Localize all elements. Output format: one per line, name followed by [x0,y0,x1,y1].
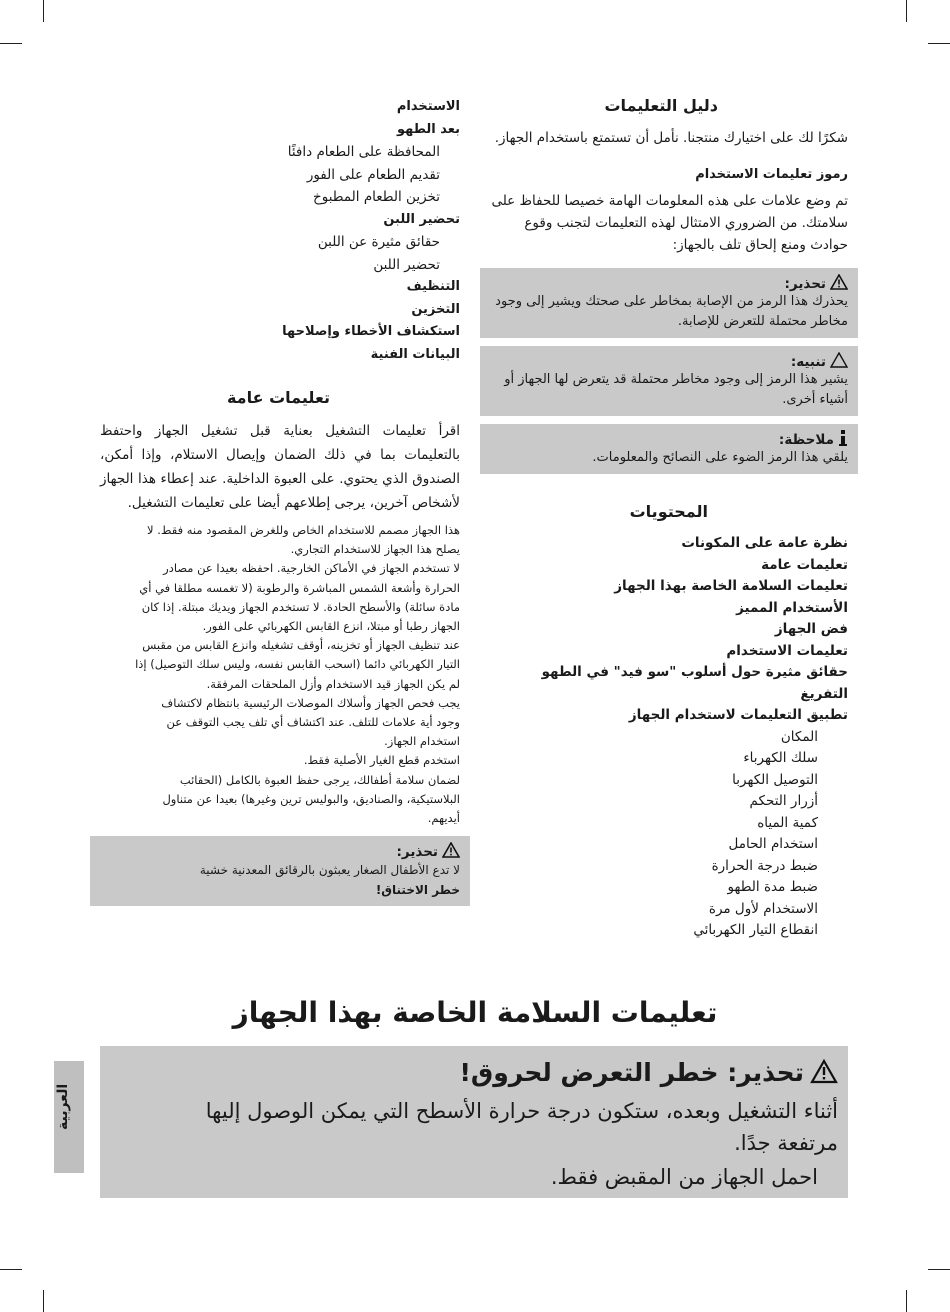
small-line: استخدم قطع الغيار الأصلية فقط. [303,753,460,768]
small-line: البلاستيكية، والصناديق، والبوليس ترين وغيرها) بعيدا عن متناول [162,791,460,806]
left-warning-emphasis: خطر الاختناق! [375,883,460,898]
crop-mark [43,1290,44,1312]
burn-warning-line1: أثناء التشغيل وبعده، ستكون درجة حرارة الأسطح التي يمكن الوصول إليها [205,1099,838,1123]
symbols-text: تم وضع علامات على هذه المعلومات الهامة خصيصا للحفاظ على سلامتك. من الضروري الامتثال لهذه التعليمات لتجنب وقوع حوادث ومنع إلحاق تلف بالجهاز: [491,193,848,253]
small-line: الحرارة وأشعة الشمس المباشرة والرطوبة (لا تغمسه مطلقا في أي [139,580,460,595]
general-title: تعليمات عامة [226,388,330,407]
crop-mark [928,43,950,44]
small-line: يجب فحص الجهاز وأسلاك الموصلات الرئيسية بانتظام لاكتشاف [161,695,460,710]
toc-after-cooking: بعد الطهو [397,121,460,137]
small-line: أيديهم. [427,811,460,826]
toc-item: نظرة عامة على المكونات [681,535,848,551]
toc-item: الأستخدام المميز [736,599,848,616]
right-column [490,96,848,942]
symbols-heading: رموز تعليمات الاستخدام [695,167,848,182]
left-warning-title: تحذير: [396,844,438,861]
small-line: لضمان سلامة أطفالك، يرجى حفظ العبوة بالكامل (الحقائب [179,772,460,787]
toc-subitem: سلك الكهرباء [743,750,818,766]
toc-item: تعليمات عامة [761,556,848,573]
caution-text: يشير هذا الرمز إلى وجود مخاطر محتملة قد يتعرض لها الجهاز أو أشياء أخرى. [504,372,848,407]
small-line: وجود أية علامات للتلف. عند اكتشاف أي تلف يجب التوقف عن [166,715,460,730]
warning-title: تحذير: [784,276,826,292]
small-line: هذا الجهاز مصمم للاستخدام الخاص وللغرض المقصود منه فقط. لا [147,523,460,537]
crop-mark [928,1269,950,1270]
crop-mark [0,1269,22,1270]
toc-subitem: ضبط مدة الطهو [727,879,818,895]
warning-triangle-icon [830,274,848,290]
caution-title: تنبيه: [790,354,826,370]
crop-mark [906,0,907,22]
crop-mark [0,43,22,44]
toc-storage: التخزين [411,301,460,317]
caution-triangle-icon [830,352,848,368]
toc-subitem: تحضير اللبن [373,256,440,273]
toc-subitem: تقديم الطعام على الفور [306,166,440,183]
toc-subitem: استخدام الحامل [728,836,818,852]
toc-item: تعليمات السلامة الخاصة بهذا الجهاز [614,578,848,594]
burn-warning-line3: احمل الجهاز من المقبض فقط. [550,1165,818,1189]
general-text: اقرأ تعليمات التشغيل بعناية قبل تشغيل الجهاز واحتفظ بالتعليمات بما في ذلك الضمان وإيصال الاستلام، وإذا أمكن، الصندوق الذي يحتوي. على العبوة الداخلية. عند إعطاء هذا الجهاز لأشخاص آخرين، يرجى إطلاعهم أيضا على تعليمات التشغيل. [100,423,460,511]
language-tab-label: العربية [55,1083,71,1130]
left-warning-box [90,836,470,906]
warning-triangle-icon [442,842,460,858]
toc-subitem: كمية المياه [757,814,818,831]
info-icon [838,430,848,446]
small-line: عند تنظيف الجهاز أو تخزينه، أوقف تشغيله وانزع القابس من مقبس [142,638,460,653]
small-line: الجهاز رطبا أو مبتلا، انزع القابس الكهربائي على الفور. [202,619,460,634]
left-warning-text: لا تدع الأطفال الصغار يعبثون بالرقائق المعدنية خشية [199,863,460,878]
safety-title: تعليمات السلامة الخاصة بهذا الجهاز [232,996,718,1029]
burn-warning-line2: مرتفعة جدًا. [734,1131,838,1155]
toc-item: تعليمات الاستخدام [726,642,848,659]
toc-subitem: أزرار التحكم [749,793,818,809]
note-title: ملاحظة: [778,432,834,448]
small-line: التيار الكهربائي دائما (اسحب القابس نفسه، وليس سلك التوصيل) إذا [135,657,460,672]
toc-usage: الاستخدام [396,99,460,114]
small-line: لم يكن الجهاز قيد الاستخدام وأزل الملحقات المرفقة. [206,676,460,691]
toc-milk-prep: تحضير اللبن [383,211,460,227]
caution-box [480,346,858,416]
toc-item: التفريغ [800,685,848,702]
burn-warning-box [100,1046,848,1198]
left-column [100,96,460,906]
toc-subitem: ضبط درجة الحرارة [711,857,818,874]
toc-subitem: انقطاع التيار الكهربائي [693,922,818,938]
small-line: استخدام الجهاز. [384,734,460,749]
toc-cleaning: التنظيف [406,279,460,294]
toc-subitem: حقائق مثيرة عن اللبن [317,234,440,250]
toc-subitem: الاستخدام لأول مرة [708,900,818,917]
general-small-text [100,521,460,828]
contents-title: المحتويات [629,502,708,521]
toc-technical-data: البيانات الفنية [370,346,460,362]
small-line: لا تستخدم الجهاز في الأماكن الخارجية. احفظه بعيدا عن مصادر [163,561,460,576]
crop-mark [43,0,44,22]
toc-item: فض الجهاز [774,621,848,637]
warning-box [480,268,858,338]
burn-warning-title: تحذير: خطر التعرض لحروق! [459,1058,804,1087]
small-line: مادة سائلة) والأسطح الحادة. لا تستخدم الجهاز ويديك مبتلة. إذا كان [141,599,460,614]
toc-subitem: المكان [780,728,818,745]
note-text: يلقي هذا الرمز الضوء على النصائح والمعلومات. [592,450,848,465]
toc-subitem: التوصيل الكهربا [732,771,818,788]
toc-troubleshooting: استكشاف الأخطاء وإصلاحها [282,324,460,339]
language-tab [54,1061,84,1173]
note-box [480,424,858,474]
intro-text: شكرًا لك على اختيارك منتجنا. نأمل أن تستمتع باستخدام الجهاز. [494,130,848,146]
crop-mark [906,1290,907,1312]
toc-subitem: تخزين الطعام المطبوخ [313,189,440,205]
guide-title: دليل التعليمات [604,96,718,115]
toc-item: حقائق مثيرة حول أسلوب "سو فيد" في الطهو [541,664,848,680]
warning-triangle-icon [810,1059,838,1084]
toc-subitem: المحافظة على الطعام دافئًا [287,144,440,160]
small-line: يصلح هذا الجهاز للاستخدام التجاري. [290,542,460,557]
warning-text: يحذرك هذا الرمز من الإصابة بمخاطر على صحتك ويشير إلى وجود مخاطر محتملة للتعرض للإصابة. [495,294,848,329]
toc-item: تطبيق التعليمات لاستخدام الجهاز [628,707,848,723]
